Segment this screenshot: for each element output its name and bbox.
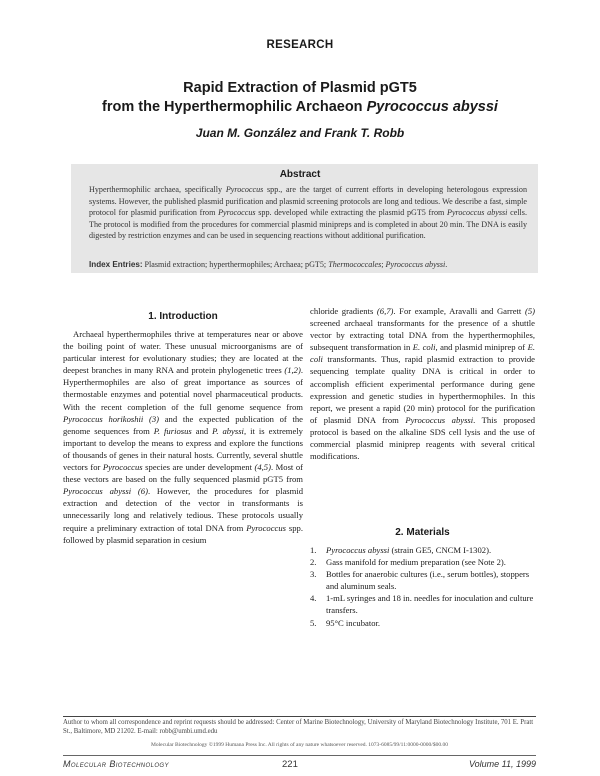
index-entries-label: Index Entries: (89, 260, 143, 269)
materials-heading: 2. Materials (395, 527, 450, 538)
volume-info: Volume 11, 1999 (468, 759, 536, 769)
list-item: 5. 95°C incubator. (310, 617, 381, 628)
correspondence-footnote: Author to whom all correspondence and reprint requests should be addressed: Center of Marine Biotechnology, University of Maryland Biotechnology Institute, 701 E. Pratt St., Baltimore, MD 21202. E-mail: robb@umbi.umd.edu (63, 719, 534, 735)
footer-divider (63, 755, 536, 756)
title-line-2-text: from the Hyperthermophilic Archaeon (102, 99, 367, 115)
abstract-text: Hyperthermophilic archaea, specifically Pyrococcus spp., are the target of current efforts in developing heterologous expression systems. However, the published plasmid purification and plasmid screening protocols are long and tedious. We describe a fast, simple protocol for plasmid purification from Pyrococcus spp. developed while extracting the plasmid pGT5 from Pyrococcus abyssi cells. The protocol is modified from the procedures for commercial plasmid minipreps and is completed in about 20 min. The DNA is easily digested by restriction enzymes and can be used in sequencing reactions without additional purification. (89, 185, 528, 240)
list-item: 1. Pyrococcus abyssi (strain GE5, CNCM I-1302). (310, 545, 492, 555)
journal-name: Molecular Biotechnology (63, 759, 169, 769)
list-item: 2. Gass manifold for medium preparation (see Note 2). (310, 557, 506, 568)
list-item: 3. Bottles for anaerobic cultures (i.e., serum bottles), stoppers and aluminum seals. (310, 569, 530, 592)
copyright-line: Molecular Biotechnology ©1999 Humana Press Inc. All rights of any nature whatsoever reserved. 1073-6085/99/11:0000-0000/$00.00 (151, 742, 448, 748)
index-entries: Index Entries: Plasmid extraction; hyperthermophiles; Archaea; pGT5; Thermococcales; Pyrococcus abyssi. (89, 260, 448, 269)
introduction-continued-paragraph: chloride gradients (6,7). For example, Aravalli and Garrett (5) screened archaeal transformants for the presence of a shuttle vector by extracting total DNA from the hyperthermophiles, subsequent transformation in E. coli, and plasmid miniprep of E. coli transformants. Thus, rapid plasmid extraction to provide sequencing template quality DNA is critical in order to accomplish efficient experimental performance during gene expression and genetic studies in hyperthermophiles. In this report, we present a rapid (20 min) protocol for the purification of plasmid DNA from Pyrococcus abyssi. This proposed protocol is based on the alkaline SDS cell lysis and the use of commercial plasmid miniprep reagents with several critical modifications. (310, 306, 535, 462)
title-line-2 (60, 98, 540, 117)
footnote-divider (63, 716, 536, 717)
abstract-heading: Abstract (279, 169, 321, 180)
right-column (310, 305, 535, 462)
authors: Juan M. González and Frank T. Robb (195, 126, 405, 140)
title-organism: Pyrococcus abyssi (366, 99, 498, 115)
introduction-paragraph: Archaeal hyperthermophiles thrive at temperatures near or above the boiling point of water. These unusual microorganisms are of particular interest for evolutionary studies; they are located at the deepest branches in many RNA and protein phylogenetic trees (1,2). Hyperthermophiles are also of great importance as sources of thermostable enzymes and potential novel pharmaceutical products. With the recent completion of the full genome sequence from Pyrococcus horikoshii (3) and the expected publication of the genome sequences from P. furiosus and P. abyssi, it is extremely important to develop the means to express and explore the functions of thousands of genes in their natural hosts. Currently, several shuttle vectors for Pyrococcus species are under development (4,5). Most of these vectors are based on the fully sequenced plasmid pGT5 from Pyrococcus abyssi (6). However, the procedures for plasmid extraction and detection of the vector in transformants is unnecessarily long and relatively tedious. These protocols usually require a preliminary extraction of total DNA from Pyrococcus spp. followed by plasmid separation in cesium (63, 329, 304, 545)
section-label: RESEARCH (266, 39, 334, 51)
introduction-heading: 1. Introduction (148, 311, 218, 322)
left-column (63, 328, 303, 546)
page-number: 221 (282, 759, 298, 770)
article-title (60, 79, 540, 117)
list-item: 4. 1-mL syringes and 18 in. needles for inoculation and culture transfers. (310, 593, 534, 616)
materials-list (310, 544, 535, 629)
title-line-1: Rapid Extraction of Plasmid pGT5 (183, 80, 417, 96)
